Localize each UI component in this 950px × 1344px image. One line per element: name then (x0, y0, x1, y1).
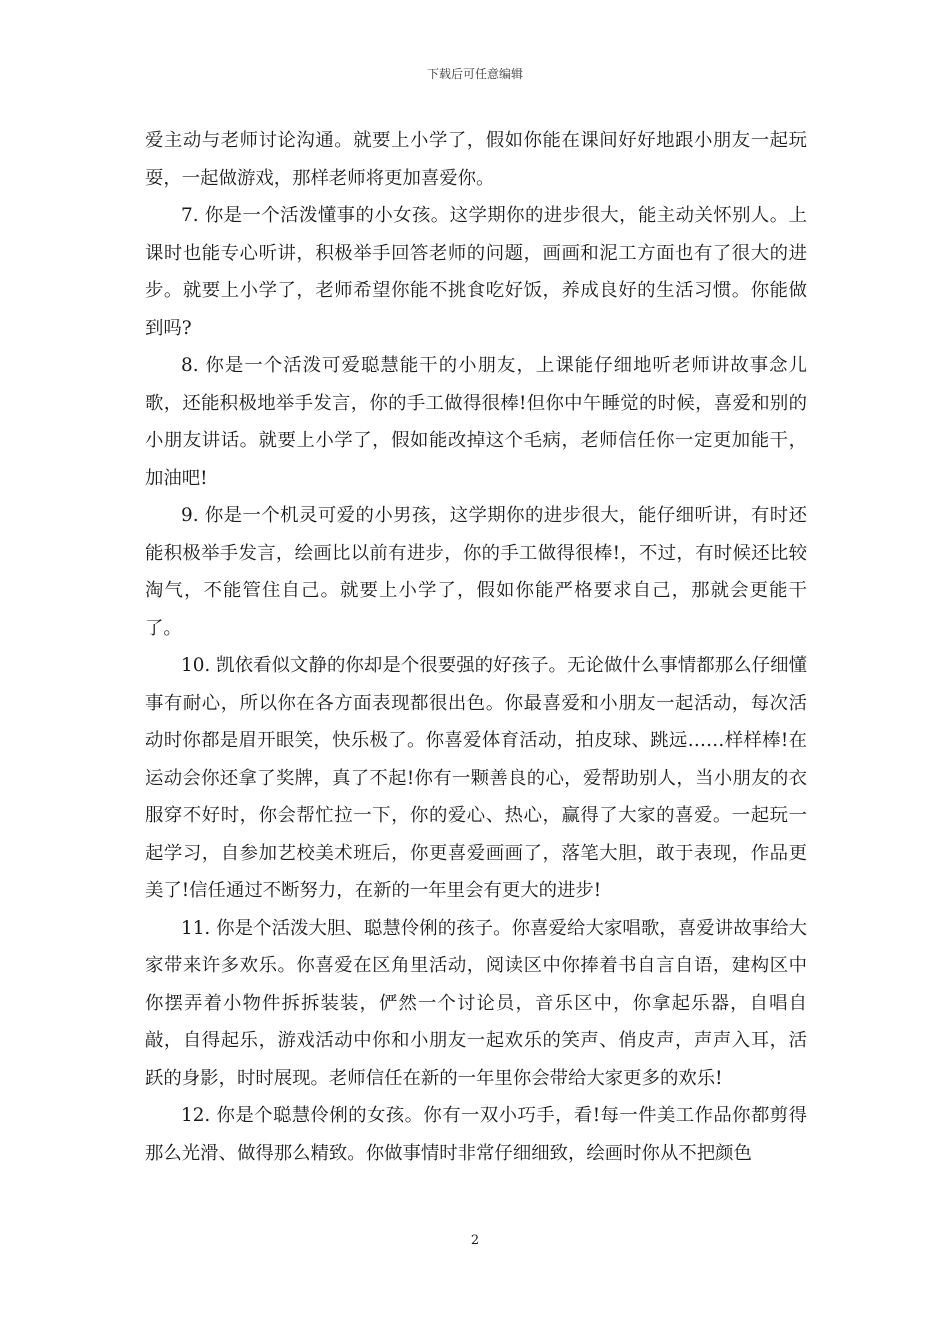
paragraph-item-8: 8. 你是一个活泼可爱聪慧能干的小朋友，上课能仔细地听老师讲故事念儿歌，还能积极地举手发言，你的手工做得很棒!但你中午睡觉的时候，喜爱和别的小朋友讲话。就要上小学了，假如能改掉这个毛病，老师信任你一定更加能干，加油吧! (145, 355, 807, 489)
paragraph-item-9: 9. 你是一个机灵可爱的小男孩，这学期你的进步很大，能仔细听讲，有时还能积极举手发言，绘画比以前有进步，你的手工做得很棒!，不过，有时候还比较淘气，不能管住自己。就要上小学了，假如你能严格要求自己，那就会更能干了。 (145, 505, 807, 639)
paragraph-item-12: 12. 你是个聪慧伶俐的女孩。你有一双小巧手，看!每一件美工作品你都剪得那么光滑、做得那么精致。你做事情时非常仔细细致，绘画时你从不把颜色 (145, 1105, 807, 1164)
document-body (145, 122, 807, 1172)
paragraph-item-7: 7. 你是一个活泼懂事的小女孩。这学期你的进步很大，能主动关怀别人。上课时也能专心听讲，积极举手回答老师的问题，画画和泥工方面也有了很大的进步。就要上小学了，老师希望你能不挑食吃好饭，养成良好的生活习惯。你能做到吗? (145, 205, 807, 339)
paragraph-item-10: 10. 凯依看似文静的你却是个很要强的好孩子。无论做什么事情都那么仔细懂事有耐心，所以你在各方面表现都很出色。你最喜爱和小朋友一起活动，每次活动时你都是眉开眼笑，快乐极了。你喜爱体育活动，拍皮球、跳远……样样棒!在运动会你还拿了奖牌，真了不起!你有一颗善良的心，爱帮助别人，当小朋友的衣服穿不好时，你会帮忙拉一下，你的爱心、热心，赢得了大家的喜爱。一起玩一起学习，自参加艺校美术班后，你更喜爱画画了，落笔大胆，敢于表现，作品更美了!信任通过不断努力，在新的一年里会有更大的进步! (145, 655, 807, 901)
page-number: 2 (470, 1233, 480, 1248)
page-header: 下载后可任意编辑 (426, 67, 523, 81)
paragraph-item-11: 11. 你是个活泼大胆、聪慧伶俐的孩子。你喜爱给大家唱歌，喜爱讲故事给大家带来许多欢乐。你喜爱在区角里活动，阅读区中你捧着书自言自语，建构区中你摆弄着小物件拆拆装装，俨然一个讨论员，音乐区中，你拿起乐器，自唱自敲，自得起乐，游戏活动中你和小朋友一起欢乐的笑声、俏皮声，声声入耳，活跃的身影，时时展现。老师信任在新的一年里你会带给大家更多的欢乐! (145, 917, 807, 1089)
paragraph-continuation: 爱主动与老师讨论沟通。就要上小学了，假如你能在课间好好地跟小朋友一起玩耍，一起做游戏，那样老师将更加喜爱你。 (145, 130, 807, 189)
